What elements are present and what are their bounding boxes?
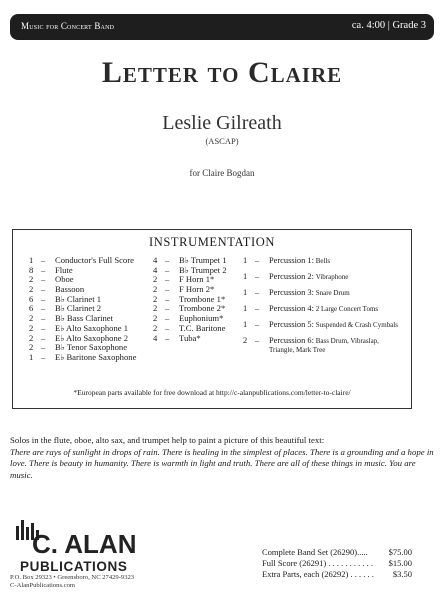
list-item: 4 – B♭ Trumpet 2: [153, 264, 227, 275]
list-item: 2 – Percussion 6: Bass Drum, Vibraslap, Triangle, Mark Tree: [243, 336, 379, 354]
header-bar: [10, 14, 434, 40]
composer-society: (ASCAP): [205, 136, 239, 146]
list-item: 1 – Conductor's Full Score: [29, 255, 134, 265]
list-item: 4 – B♭ Trumpet 1: [153, 255, 227, 265]
duration-grade: ca. 4:00 | Grade 3: [351, 20, 426, 31]
list-item: 1 – Percussion 5: Suspended & Crash Cymbals: [243, 320, 398, 329]
address-line: P.O. Box 29323 • Greensboro, NC 27429-9323: [10, 574, 135, 581]
list-item: 1 – Percussion 2: Vibraphone: [243, 272, 349, 281]
composer-name: Leslie Gilreath: [162, 112, 282, 134]
program-note-quote: There are rays of sunlight in drops of rain. There is healing in the simplest of places. There is a grounding and a hope in love. There is beauty in humanity. There is warmth in light and truth. There are all of these things in music. You are music.: [10, 446, 434, 480]
list-item: 2 – E♭ Alto Saxophone 2: [29, 332, 129, 343]
instrument-column-2: [153, 256, 227, 343]
list-item: 2 – B♭ Bass Clarinet: [29, 313, 113, 324]
instrumentation-heading: INSTRUMENTATION: [148, 235, 276, 249]
price-row: Full Score (26291) . . . . . . . . . . . $15.00: [262, 558, 412, 568]
percussion-column: [243, 256, 398, 355]
program-note-lead: Solos in the flute, oboe, alto sax, and trumpet help to paint a picture of this beautiful text:: [10, 435, 325, 445]
instrument-column-1: [29, 256, 136, 363]
list-item: 2 – T.C. Baritone: [153, 322, 226, 333]
instrumentation-box: [12, 229, 412, 409]
price-list: [262, 547, 412, 580]
list-item: 2 – E♭ Alto Saxophone 1: [29, 322, 129, 333]
series-label: Music for Concert Band: [21, 21, 115, 31]
list-item: 1 – Percussion 1: Bells: [243, 256, 331, 265]
list-item: 2 – Euphonium*: [153, 313, 224, 324]
website-line: C-AlanPublications.com: [10, 582, 76, 590]
list-item: 2 – Trombone 1*: [153, 293, 226, 304]
list-item: 2 – Trombone 2*: [153, 303, 226, 314]
list-item: 2 – B♭ Tenor Saxophone: [29, 342, 128, 353]
price-row: Extra Parts, each (26292) . . . . . . $3.50: [262, 569, 412, 579]
program-note: [10, 435, 436, 481]
publisher-subname: PUBLICATIONS: [20, 559, 128, 574]
piece-title: Letter to Claire: [101, 56, 343, 89]
list-item: 2 – Bassoon: [29, 284, 85, 295]
list-item: 4 – Tuba*: [153, 332, 201, 343]
list-item: 6 – B♭ Clarinet 1: [29, 293, 102, 304]
dedication: for Claire Bogdan: [189, 168, 255, 178]
list-item: 8 – Flute: [29, 264, 73, 275]
list-item: 2 – F Horn 2*: [153, 284, 215, 295]
list-item: 2 – Oboe: [29, 274, 74, 285]
list-item: 6 – B♭ Clarinet 2: [29, 303, 102, 314]
european-parts-footnote: *European parts available for free download at http://c-alanpublications.com/letter-to-claire/: [73, 388, 351, 397]
price-row: Complete Band Set (26290)..... $75.00: [262, 547, 412, 557]
list-item: 2 – F Horn 1*: [153, 274, 215, 285]
publisher-address: [10, 574, 134, 590]
publisher-name: C. ALAN: [32, 529, 137, 559]
list-item: 1 – E♭ Baritone Saxophone: [29, 351, 137, 362]
list-item: 1 – Percussion 3: Snare Drum: [243, 288, 350, 297]
list-item: 1 – Percussion 4: 2 Large Concert Toms: [243, 304, 379, 313]
